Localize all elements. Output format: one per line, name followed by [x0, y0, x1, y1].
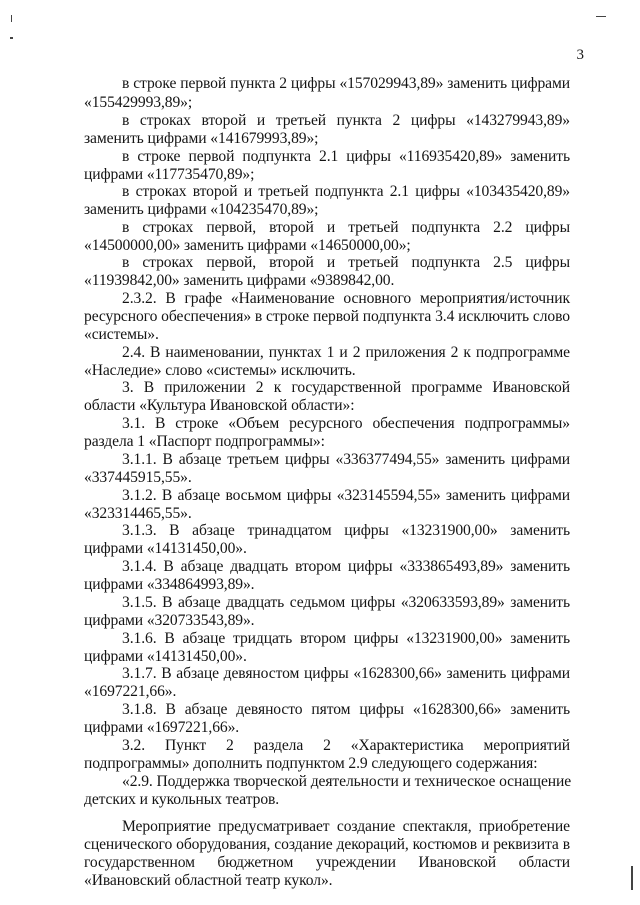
text-line: в строке первой подпункта 2.1 цифры «116935420,89» заменить	[122, 148, 570, 165]
text-line: «14500000,00» заменить цифрами «14650000,00»;	[84, 237, 411, 254]
text-line: сценического оборудования, создание декораций, костюмов и реквизита в	[84, 836, 570, 853]
text-line: раздела 1 «Паспорт подпрограммы»:	[84, 433, 325, 450]
text-line: государственном бюджетном учреждении Ивановской области	[84, 854, 570, 871]
scan-mark	[11, 15, 12, 22]
text-line: в строках второй и третьей подпункта 2.1 цифры «103435420,89»	[122, 183, 570, 200]
text-line: «323314465,55».	[84, 505, 192, 522]
text-line: в строке первой пункта 2 цифры «157029943,89» заменить цифрами	[122, 75, 570, 92]
text-line: 3.1.4. В абзаце двадцать втором цифры «333865493,89» заменить	[122, 558, 570, 575]
text-line: в строках первой, второй и третьей подпункта 2.2 цифры	[122, 219, 570, 236]
text-line: «1697221,66».	[84, 683, 177, 700]
text-line: «системы».	[84, 326, 159, 343]
text-line: 3.1.3. В абзаце тринадцатом цифры «13231900,00» заменить	[122, 522, 570, 539]
text-line: подпрограммы» дополнить подпунктом 2.9 следующего содержания:	[84, 755, 538, 772]
text-line: цифрами «320733543,89».	[84, 612, 255, 629]
text-line: 3.1.2. В абзаце восьмом цифры «323145594,55» заменить цифрами	[122, 487, 570, 504]
text-line: 2.3.2. В графе «Наименование основного мероприятия/источник	[122, 290, 570, 307]
text-line: 3.1.6. В абзаце тридцать втором цифры «13231900,00» заменить	[122, 630, 570, 647]
text-line: Мероприятие предусматривает создание спектакля, приобретение	[122, 818, 570, 835]
text-line: 3.1.5. В абзаце двадцать седьмом цифры «320633593,89» заменить	[122, 594, 570, 611]
text-line: «Ивановский областной театр кукол».	[84, 872, 333, 889]
text-line: в строках второй и третьей пункта 2 цифры «143279943,89»	[122, 112, 570, 129]
text-line: в строках первой, второй и третьей подпункта 2.5 цифры	[122, 254, 570, 271]
text-line: области «Культура Ивановской области»:	[84, 397, 355, 414]
text-line: 3.1.7. В абзаце девяностом цифры «1628300,66» заменить цифрами	[122, 665, 570, 682]
scan-mark	[10, 37, 13, 39]
text-line: детских и кукольных театров.	[84, 791, 280, 808]
text-line: «337445915,55».	[84, 469, 192, 486]
text-line: цифрами «334864993,89».	[84, 576, 255, 593]
text-line: 2.4. В наименовании, пунктах 1 и 2 приложения 2 к подпрограмме	[122, 344, 570, 361]
text-line: ресурсного обеспечения» в строке первой подпункта 3.4 исключить слово	[84, 308, 570, 325]
text-line: цифрами «117735470,89»;	[84, 166, 255, 183]
scan-mark	[596, 16, 606, 17]
text-line: 3.1.8. В абзаце девяносто пятом цифры «1628300,66» заменить	[122, 701, 570, 718]
text-line: цифрами «14131450,00».	[84, 540, 247, 557]
text-line: 3.2. Пункт 2 раздела 2 «Характеристика мероприятий	[122, 737, 570, 754]
scan-mark	[631, 866, 633, 890]
text-line: 3.1.1. В абзаце третьем цифры «336377494,55» заменить цифрами	[122, 451, 570, 468]
page-number: 3	[576, 47, 584, 63]
text-line: «2.9. Поддержка творческой деятельности и техническое оснащение	[122, 773, 572, 790]
text-line: 3. В приложении 2 к государственной программе Ивановской	[122, 379, 570, 396]
text-line: 3.1. В строке «Объем ресурсного обеспечения подпрограммы»	[122, 415, 570, 432]
text-line: заменить цифрами «141679993,89»;	[84, 130, 319, 147]
text-line: «11939842,00» заменить цифрами «9389842,00.	[84, 272, 395, 289]
text-line: «155429993,89»;	[84, 94, 193, 111]
text-line: «Наследие» слово «системы» исключить.	[84, 362, 356, 379]
text-line: заменить цифрами «104235470,89»;	[84, 201, 319, 218]
text-line: цифрами «1697221,66».	[84, 719, 240, 736]
text-line: цифрами «14131450,00».	[84, 648, 247, 665]
